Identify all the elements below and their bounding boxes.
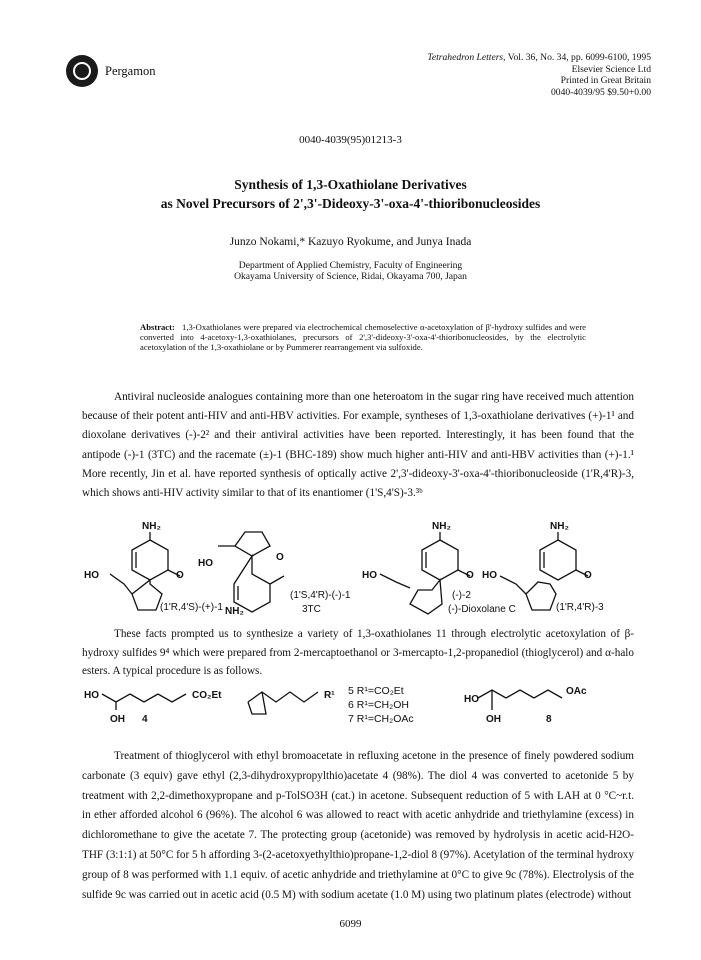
c8-num: 8 [546, 714, 552, 725]
journal-issn: 0040-4039/95 $9.50+0.00 [550, 86, 651, 98]
s2-nh2: NH₂ [225, 606, 244, 617]
paragraph-procedure [82, 747, 634, 905]
page-number: 6099 [339, 918, 362, 930]
paragraph-synthesis [82, 625, 634, 681]
svg-text:OH: OH [110, 714, 125, 725]
s1-nh2: NH₂ [142, 521, 161, 532]
intermediate-structures [80, 680, 640, 730]
s2-label-a: (1'S,4'R)-(-)-1 [290, 590, 351, 601]
svg-text:R¹: R¹ [324, 690, 335, 701]
s3-label-b: (-)-Dioxolane C [448, 604, 516, 615]
svg-text:O: O [276, 552, 284, 563]
svg-text:HO: HO [198, 558, 213, 569]
c4-ester: CO₂Et [192, 690, 222, 701]
svg-text:HO: HO [362, 570, 377, 581]
s1-label: (1'R,4'S)-(+)-1 [160, 602, 223, 613]
svg-text:O: O [176, 570, 184, 581]
r6: 6 R¹=CH₂OH [348, 699, 409, 711]
affiliation [0, 260, 701, 282]
title-line-2: as Novel Precursors of 2',3'-Dideoxy-3'-oxa-4'-thioribonucleosides [160, 196, 541, 211]
paragraph-procedure-text: Treatment of thioglycerol with ethyl bromoacetate in refluxing acetone in the presence of finely powdered sodium carbonate (3 equiv) gave ethyl (2,3-dihydroxypropylthio)acetate 4 (98%). The diol 4 was converted to acetonide 5 by treatment with 2,2-dimethoxypropane and p-TolSO3H (cat.) in acetone. Subsequent reduction of 5 with LAH at 0 °C~r.t. in ether afforded alcohol 6 (96%). The alcohol 6 was allowed to react with acetic anhydride and triethylamine (excess) in dichloromethane to give the acetate 7. The protecting group (acetonide) was removed by hydrolysis in acetic acid-H2O-THF (3:1:1) at 50°C for 5 h affording 3-(2-acetoxyethylthio)propane-1,2-diol 8 (97%). Acetylation of the terminal hydroxy group of 8 was performed with 1.1 equiv. of acetic anhydride and triethylamine at 0°C to give 9c (78%). Electrolysis of the sulfide 9c was carried out in acetic acid (0.5 M) with sodium acetate (1.0 M) using two platinum plates (electrode) without [82, 750, 634, 901]
svg-text:HO: HO [84, 570, 99, 581]
s3-label-a: (-)-2 [452, 590, 471, 601]
abstract-label: Abstract: [140, 322, 175, 332]
affiliation-line-2: Okayama University of Science, Ridai, Okayama 700, Japan [234, 271, 467, 282]
svg-text:HO: HO [482, 570, 497, 581]
paragraph-intro [82, 388, 634, 503]
article-title [0, 175, 701, 213]
svg-text:HO: HO [464, 694, 479, 705]
paragraph-synthesis-text: These facts prompted us to synthesize a variety of 1,3-oxathiolanes 11 through electrolytic acetoxylation of β-hydroxy sulfides 9⁴ which were prepared from 2-mercaptoethanol or 3-mercapto-1,2-propanediol (thioglycerol) and α-halo esters. A typical procedure is as follows. [82, 628, 634, 677]
paragraph-intro-text: Antiviral nucleoside analogues containing more than one heteroatom in the sugar ring have received much attention because of their potent anti-HIV and anti-HBV activities. For example, syntheses of 1,3-oxathiolane derivatives (+)-1¹ and dioxolane derivatives (-)-2² and their antiviral activities have been reported. Interestingly, it has been found that the antipode (-)-1 (3TC) and the racemate (±)-1 (BHC-189) show much higher anti-HIV and anti-HBV activities than (+)-1.¹ More recently, Jin et al. have reported synthesis of optically active 2',3'-dideoxy-3'-oxa-4'-thioribonucleoside (1'R,4'R)-3, which shows anti-HIV activity similar to that of its enantiomer (1'S,4'S)-3.³ᵇ [82, 391, 634, 500]
svg-text:OH: OH [486, 714, 501, 725]
affiliation-line-1: Department of Applied Chemistry, Faculty of Engineering [238, 260, 463, 271]
r7: 7 R¹=CH₂OAc [348, 713, 414, 725]
s3-nh2: NH₂ [432, 521, 451, 532]
journal-printed: Printed in Great Britain [560, 75, 651, 86]
journal-info [427, 52, 651, 98]
svg-text:O: O [584, 570, 592, 581]
journal-volume: , Vol. 36, No. 34, pp. 6099-6100, 1995 [503, 52, 651, 63]
title-line-1: Synthesis of 1,3-Oxathiolane Derivatives [234, 177, 467, 192]
s4-label: (1'R,4'R)-3 [556, 602, 604, 613]
svg-text:O: O [466, 570, 474, 581]
s4-nh2: NH₂ [550, 521, 569, 532]
abstract-text: 1,3-Oxathiolanes were prepared via electrochemical chemoselective α-acetoxylation of β'-hydroxy sulfides and were converted into 4-acetoxy-1,3-oxathiolanes, precursors of 2',3'-dideoxy-3'-oxa-4'-thioribonucleosides, by the electrolytic acetoxylation of the 1,3-oxathiolane or by Pummerer rearrangement via sulfoxide. [140, 322, 586, 352]
nucleoside-structures [80, 518, 640, 618]
svg-text:HO: HO [84, 690, 99, 701]
journal-name: Tetrahedron Letters [427, 52, 504, 63]
r5: 5 R¹=CO₂Et [348, 685, 404, 697]
c8-oac: OAc [566, 686, 587, 697]
abstract [140, 322, 586, 352]
publisher-name: Pergamon [105, 64, 156, 78]
authors: Junzo Nokami,* Kazuyo Ryokume, and Junya Inada [229, 236, 472, 248]
s2-label-b: 3TC [302, 604, 321, 615]
article-code: 0040-4039(95)01213-3 [299, 134, 402, 146]
pergamon-logo [66, 55, 98, 87]
journal-publisher: Elsevier Science Ltd [571, 63, 651, 75]
c4-num: 4 [142, 714, 148, 725]
